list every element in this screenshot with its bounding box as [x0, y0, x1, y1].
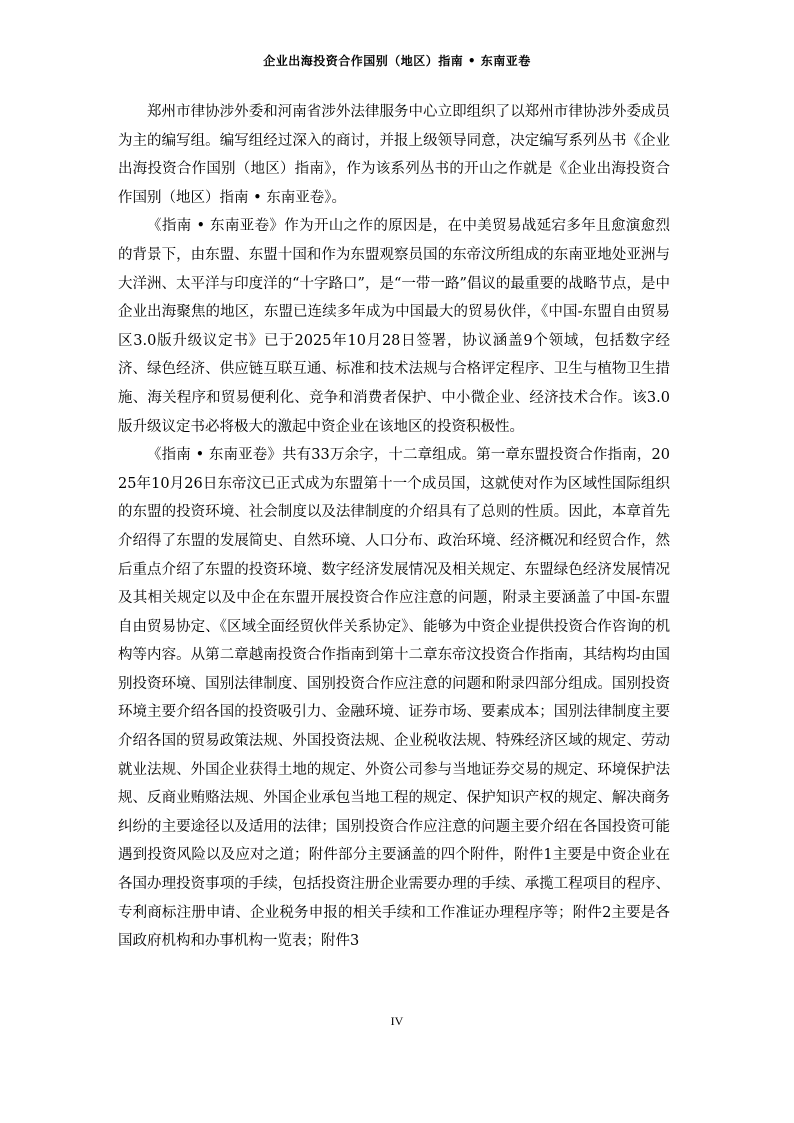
running-header: 企业出海投资合作国别（地区）指南 • 东南亚卷: [263, 54, 531, 68]
paragraph-3: 《指南 • 东南亚卷》共有33万余字，十二章组成。第一章东盟投资合作指南，2025年10月26日东帝汶已正式成为东盟第十一个成员国，这就使对作为区域性国际组织的东盟的投资环境、社会制度以及法律制度的介绍具有了总则的性质。因此，本章首先介绍得了东盟的发展简史、自然环境、人口分布、政治环境、经济概况和经贸合作，然后重点介绍了东盟的投资环境、数字经济发展情况及相关规定、东盟绿色经济发展情况及其相关规定以及中企在东盟开展投资合作应注意的问题，附录主要涵盖了中国-东盟自由贸易协定、《区域全面经贸伙伴关系协定》、能够为中资企业提供投资合作咨询的机构等内容。从第二章越南投资合作指南到第十二章东帝汶投资合作指南，其结构均由国别投资环境、国别法律制度、国别投资合作应注意的问题和附录四部分组成。国别投资环境主要介绍各国的投资吸引力、金融环境、证券市场、要素成本；国别法律制度主要介绍各国的贸易政策法规、外国投资法规、企业税收法规、特殊经济区域的规定、劳动就业法规、外国企业获得土地的规定、外资公司参与当地证券交易的规定、环境保护法规、反商业贿赂法规、外国企业承包当地工程的规定、保护知识产权的规定、解决商务纠纷的主要途径以及适用的法律；国别投资合作应注意的问题主要介绍在各国投资可能遇到投资风险以及应对之道；附件部分主要涵盖的四个附件，附件1主要是中资企业在各国办理投资事项的手续，包括投资注册企业需要办理的手续、承揽工程项目的程序、专利商标注册申请、企业税务申报的相关手续和工作准证办理程序等；附件2主要是各国政府机构和办事机构一览表；附件3: [118, 447, 670, 950]
paragraph-2: 《指南 • 东南亚卷》作为开山之作的原因是，在中美贸易战延宕多年且愈演愈烈的背景下，由东盟、东盟十国和作为东盟观察员国的东帝汶所组成的东南亚地处亚洲与大洋洲、太平洋与印度洋的“十字路口”，是“一带一路”倡议的最重要的战略节点，是中企业出海聚焦的地区，东盟已连续多年成为中国最大的贸易伙伴，《中国-东盟自由贸易区3.0版升级议定书》已于2025年10月28日签署，协议涵盖9个领域，包括数字经济、绿色经济、供应链互联互通、标准和技术法规与合格评定程序、卫生与植物卫生措施、海关程序和贸易便利化、竞争和消费者保护、中小微企业、经济技术合作。该3.0版升级议定书必将极大的激起中资企业在该地区的投资积极性。: [118, 218, 670, 435]
page-body: [118, 98, 670, 956]
page-number: IV: [390, 1014, 404, 1028]
paragraph-1: 郑州市律协涉外委和河南省涉外法律服务中心立即组织了以郑州市律协涉外委成员为主的编写组。编写组经过深入的商讨，并报上级领导同意，决定编写系列丛书《企业出海投资合作国别（地区）指南》，作为该系列丛书的开山之作就是《企业出海投资合作国别（地区）指南 • 东南亚卷》。: [118, 104, 670, 206]
